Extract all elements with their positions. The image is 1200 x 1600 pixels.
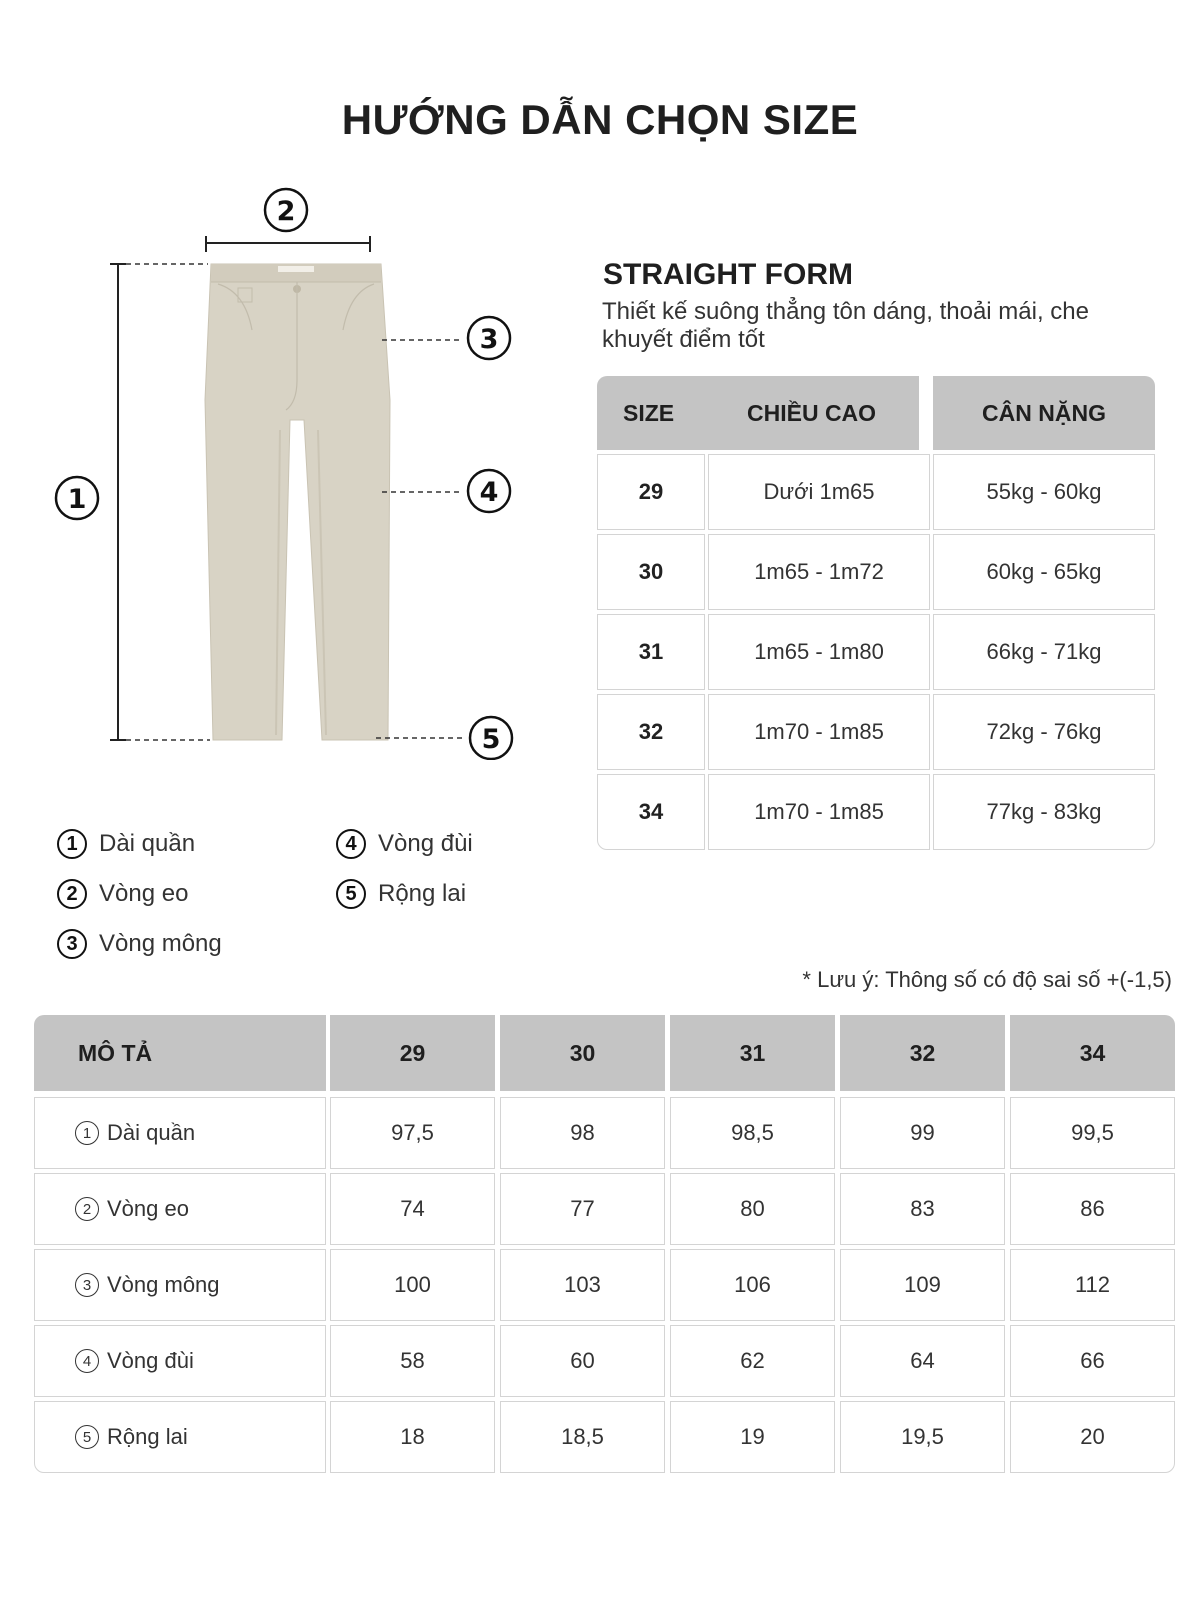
height-header: CHIỀU CAO bbox=[747, 399, 877, 426]
height-cell: 1m70 - 1m85 bbox=[708, 774, 930, 850]
value-cell: 83 bbox=[840, 1173, 1005, 1245]
weight-header: CÂN NẶNG bbox=[933, 376, 1155, 450]
size-cell: 30 bbox=[597, 534, 705, 610]
waist-measure-line bbox=[206, 236, 370, 252]
form-title: STRAIGHT FORM bbox=[603, 258, 853, 291]
svg-text:3: 3 bbox=[479, 324, 499, 355]
row-label-waist bbox=[34, 1173, 326, 1245]
size-table-header-left bbox=[597, 376, 919, 450]
description-header: MÔ TẢ bbox=[34, 1015, 326, 1091]
svg-text:5: 5 bbox=[481, 724, 501, 755]
legend-number: 1 bbox=[57, 829, 87, 859]
size-cell: 29 bbox=[597, 454, 705, 530]
row-number: 3 bbox=[75, 1273, 99, 1297]
size-cell: 32 bbox=[597, 694, 705, 770]
legend-label: Vòng eo bbox=[99, 880, 189, 907]
value-cell: 58 bbox=[330, 1325, 495, 1397]
value-cell: 80 bbox=[670, 1173, 835, 1245]
height-cell: Dưới 1m65 bbox=[708, 454, 930, 530]
legend-number: 5 bbox=[336, 879, 366, 909]
weight-cell: 77kg - 83kg bbox=[933, 774, 1155, 850]
value-cell: 60 bbox=[500, 1325, 665, 1397]
legend-label: Vòng mông bbox=[99, 930, 222, 957]
marker-1 bbox=[56, 477, 98, 519]
marker-5 bbox=[470, 717, 512, 759]
height-cell: 1m65 - 1m80 bbox=[708, 614, 930, 690]
length-measure-line bbox=[110, 264, 210, 740]
value-cell: 103 bbox=[500, 1249, 665, 1321]
size-cell: 34 bbox=[597, 774, 705, 850]
height-cell: 1m65 - 1m72 bbox=[708, 534, 930, 610]
value-cell: 100 bbox=[330, 1249, 495, 1321]
height-cell: 1m70 - 1m85 bbox=[708, 694, 930, 770]
marker-3 bbox=[468, 317, 510, 359]
value-cell: 64 bbox=[840, 1325, 1005, 1397]
row-number: 2 bbox=[75, 1197, 99, 1221]
row-label: Rộng lai bbox=[107, 1424, 188, 1449]
legend-item-waist bbox=[57, 879, 188, 909]
legend-label: Vòng đùi bbox=[378, 830, 473, 857]
row-label-thigh bbox=[34, 1325, 326, 1397]
marker-4 bbox=[468, 470, 510, 512]
row-label: Dài quần bbox=[107, 1120, 196, 1145]
size-cell: 31 bbox=[597, 614, 705, 690]
marker-2 bbox=[265, 189, 307, 231]
row-label-hem bbox=[34, 1401, 326, 1473]
value-cell: 66 bbox=[1010, 1325, 1175, 1397]
svg-text:1: 1 bbox=[67, 484, 87, 515]
value-cell: 98,5 bbox=[670, 1097, 835, 1169]
row-number: 1 bbox=[75, 1121, 99, 1145]
legend-label: Dài quần bbox=[99, 830, 196, 857]
weight-cell: 72kg - 76kg bbox=[933, 694, 1155, 770]
value-cell: 20 bbox=[1010, 1401, 1175, 1473]
weight-cell: 60kg - 65kg bbox=[933, 534, 1155, 610]
svg-text:2: 2 bbox=[276, 196, 296, 227]
value-cell: 18,5 bbox=[500, 1401, 665, 1473]
row-label-length bbox=[34, 1097, 326, 1169]
value-cell: 62 bbox=[670, 1325, 835, 1397]
legend-label: Rộng lai bbox=[378, 880, 467, 907]
size-column-header: 30 bbox=[500, 1015, 665, 1091]
row-label: Vòng mông bbox=[107, 1272, 220, 1297]
value-cell: 99 bbox=[840, 1097, 1005, 1169]
value-cell: 109 bbox=[840, 1249, 1005, 1321]
value-cell: 19,5 bbox=[840, 1401, 1005, 1473]
legend-number: 3 bbox=[57, 929, 87, 959]
pants-diagram bbox=[40, 180, 540, 760]
legend-number: 2 bbox=[57, 879, 87, 909]
page-title: HƯỚNG DẪN CHỌN SIZE bbox=[341, 96, 859, 143]
row-label: Vòng đùi bbox=[107, 1348, 194, 1373]
tolerance-note: * Lưu ý: Thông số có độ sai số +(-1,5) bbox=[802, 967, 1172, 992]
row-number: 4 bbox=[75, 1349, 99, 1373]
size-column-header: 29 bbox=[330, 1015, 495, 1091]
row-number: 5 bbox=[75, 1425, 99, 1449]
size-column-header: 32 bbox=[840, 1015, 1005, 1091]
size-header: SIZE bbox=[623, 399, 675, 426]
legend-item-length bbox=[57, 829, 195, 859]
legend-item-thigh bbox=[336, 829, 473, 859]
size-column-header: 31 bbox=[670, 1015, 835, 1091]
legend-item-hip bbox=[57, 929, 222, 959]
value-cell: 97,5 bbox=[330, 1097, 495, 1169]
pants-illustration bbox=[205, 264, 390, 740]
value-cell: 112 bbox=[1010, 1249, 1175, 1321]
row-label-hip bbox=[34, 1249, 326, 1321]
form-description: Thiết kế suông thẳng tôn dáng, thoải mái, che khuyết điểm tốt bbox=[602, 298, 1089, 353]
legend-number: 4 bbox=[336, 829, 366, 859]
value-cell: 74 bbox=[330, 1173, 495, 1245]
value-cell: 106 bbox=[670, 1249, 835, 1321]
weight-cell: 55kg - 60kg bbox=[933, 454, 1155, 530]
size-column-header: 34 bbox=[1010, 1015, 1175, 1091]
value-cell: 99,5 bbox=[1010, 1097, 1175, 1169]
weight-cell: 66kg - 71kg bbox=[933, 614, 1155, 690]
value-cell: 19 bbox=[670, 1401, 835, 1473]
value-cell: 77 bbox=[500, 1173, 665, 1245]
row-label: Vòng eo bbox=[107, 1196, 189, 1221]
value-cell: 18 bbox=[330, 1401, 495, 1473]
legend-item-hem bbox=[336, 879, 466, 909]
value-cell: 98 bbox=[500, 1097, 665, 1169]
value-cell: 86 bbox=[1010, 1173, 1175, 1245]
svg-text:4: 4 bbox=[479, 477, 499, 508]
